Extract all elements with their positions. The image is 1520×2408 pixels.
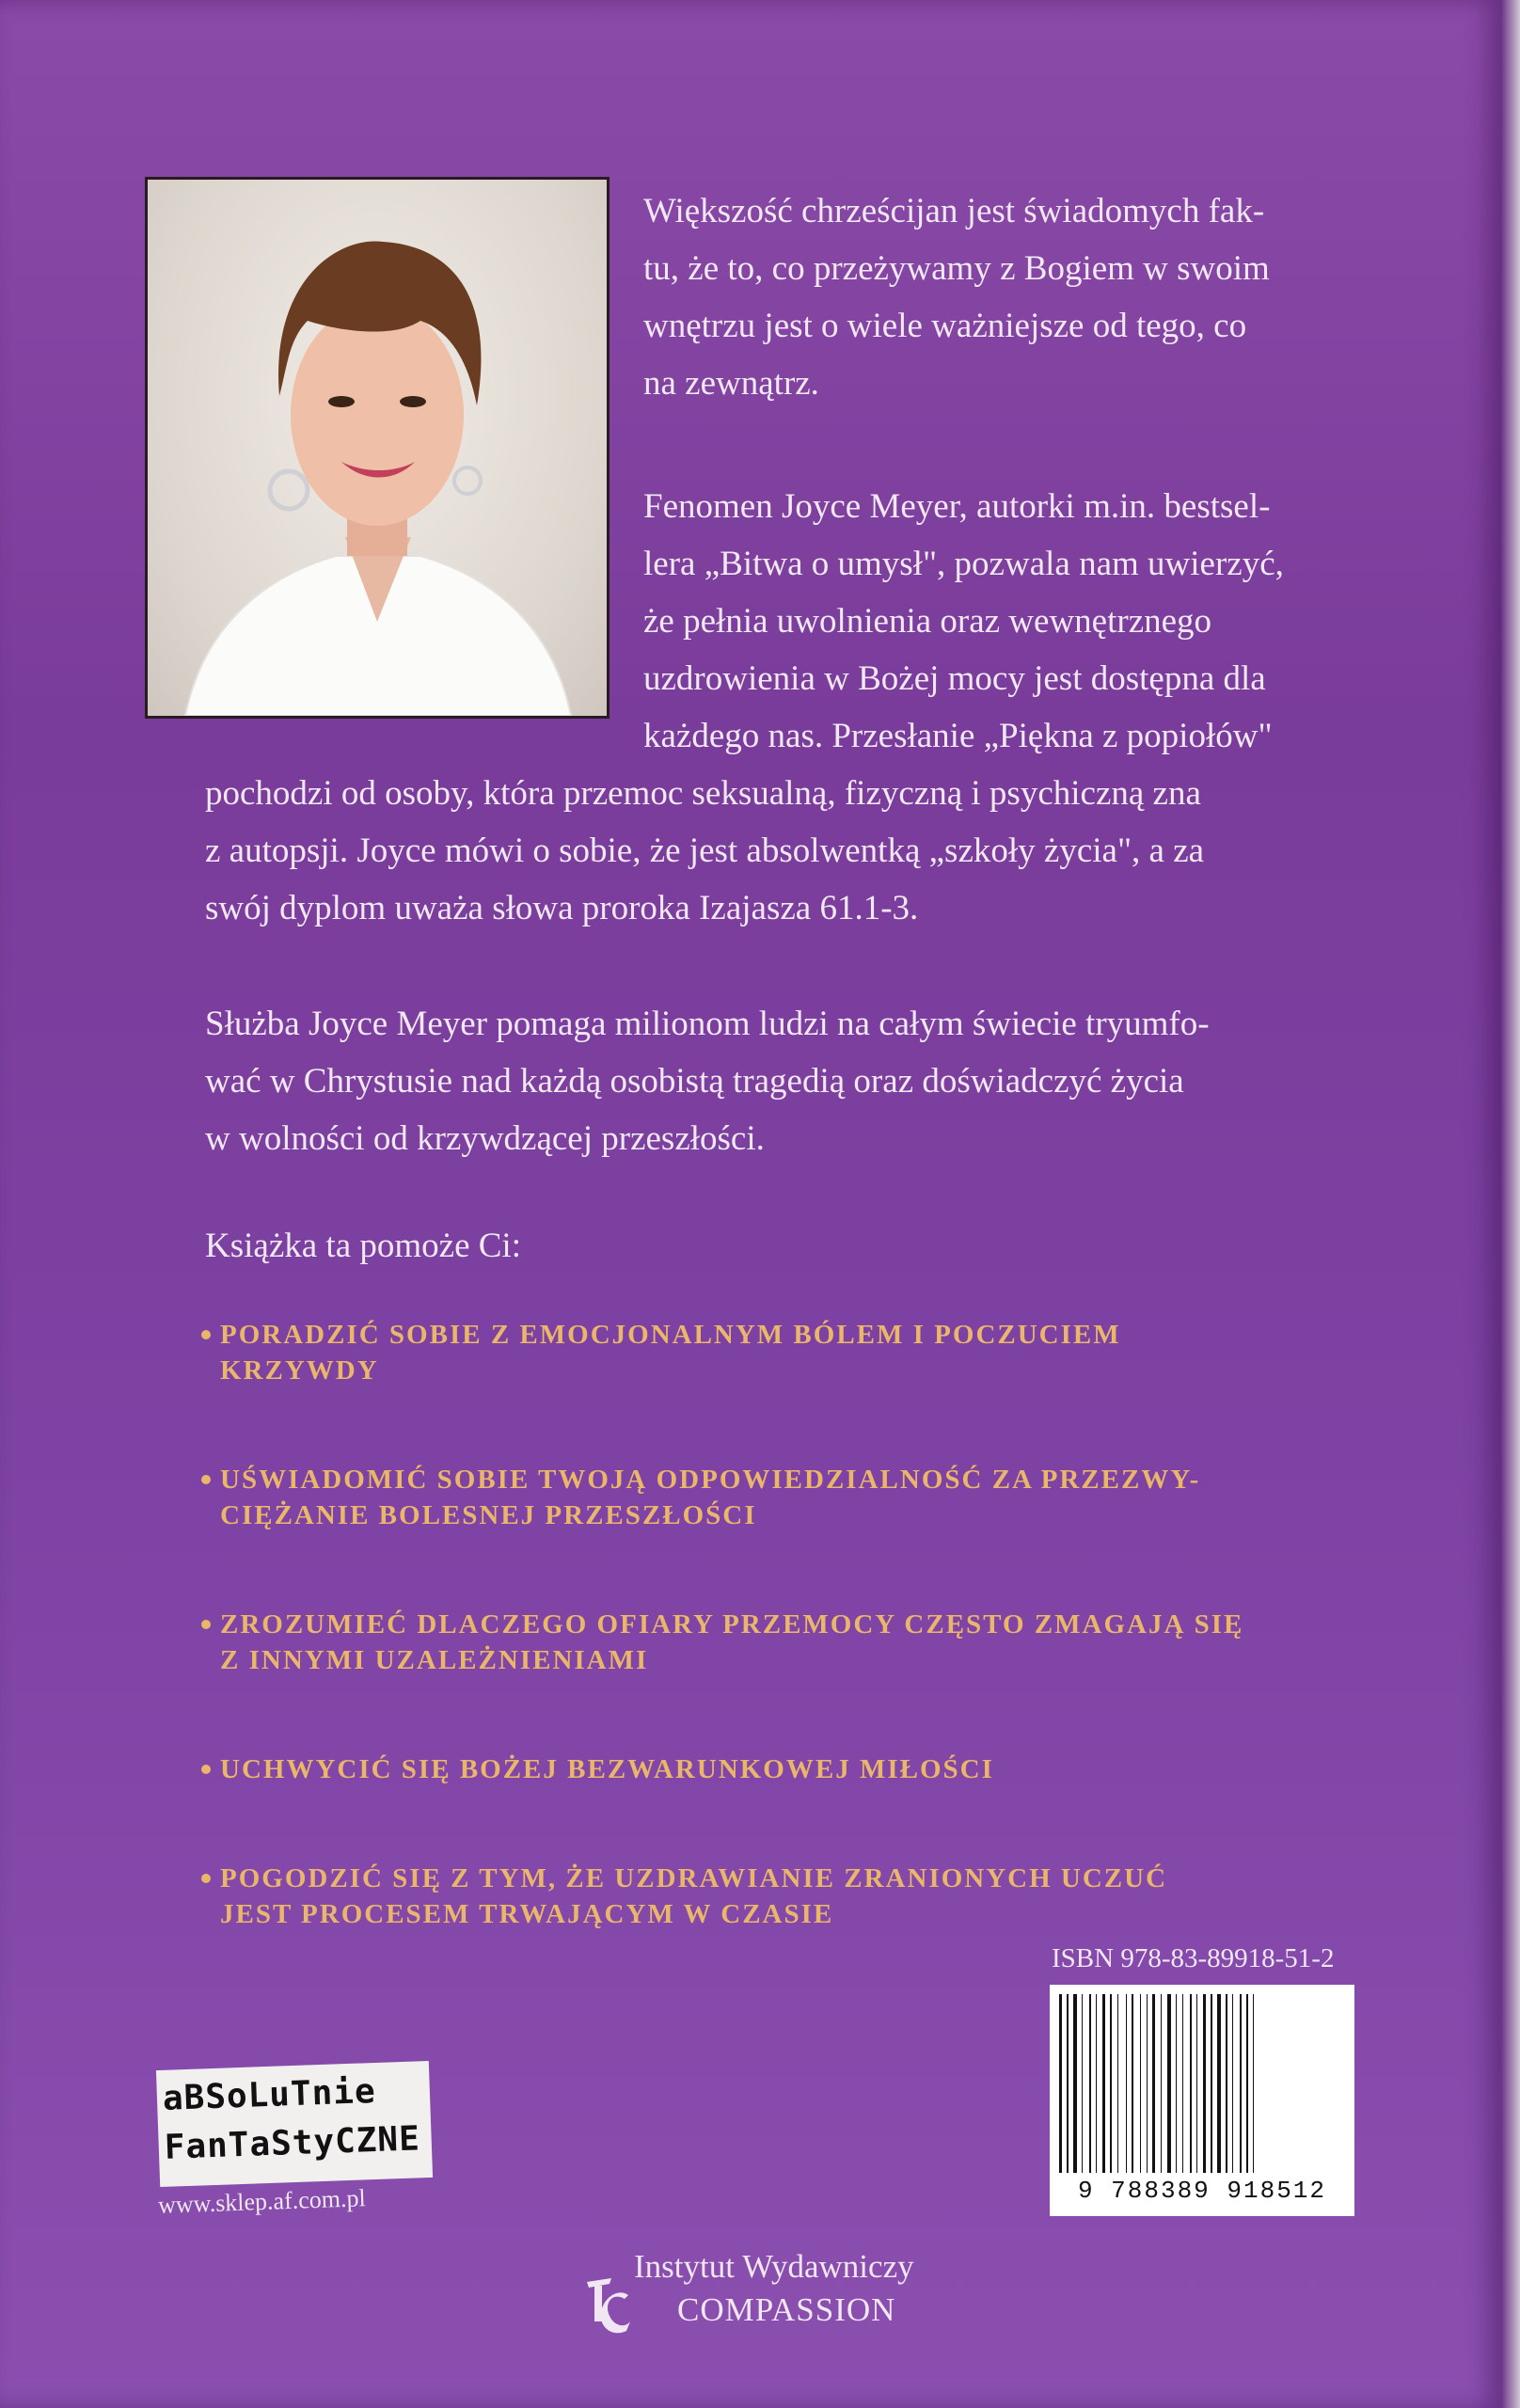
text-line: że pełnia uwolnienia oraz wewnętrznego	[643, 602, 1212, 641]
barcode-bar	[1099, 1994, 1100, 2173]
barcode-bar	[1110, 1994, 1112, 2173]
bullet-icon	[201, 1330, 211, 1339]
list-item-line: CIĘŻANIE BOLESNEJ PRZESZŁOŚCI	[220, 1500, 757, 1530]
barcode-bar	[1164, 1994, 1165, 2173]
barcode-bar	[1140, 1994, 1141, 2173]
barcode-bar	[1167, 1994, 1171, 2173]
paragraph-intro	[643, 182, 1328, 412]
text-line: swój dyplom uważa słowa proroka Izajasza 61.1-3.	[205, 889, 919, 927]
list-item-line: JEST PROCESEM TRWAJĄCYM W CZASIE	[220, 1899, 834, 1929]
text-line: Większość chrześcijan jest świadomych fak-	[643, 192, 1265, 230]
barcode	[1050, 1985, 1354, 2216]
barcode-bar	[1067, 1994, 1069, 2173]
barcode-bar	[1059, 1994, 1062, 2173]
paragraph-author	[643, 478, 1328, 765]
barcode-bar	[1246, 1994, 1248, 2173]
barcode-bar	[1256, 1994, 1259, 2173]
barcode-bar	[1152, 1994, 1155, 2173]
paragraph-author-continued	[205, 765, 1328, 937]
bullet-icon	[201, 1874, 211, 1883]
list-item	[220, 1751, 1311, 1787]
barcode-bar	[1208, 1994, 1209, 2173]
list-item-line: KRZYWDY	[220, 1355, 379, 1386]
barcode-bar	[1226, 1994, 1227, 2173]
text-line: wać w Chrystusie nad każdą osobistą tragedią oraz doświadczyć życia	[205, 1062, 1184, 1101]
logo-line: FanTaStyCZNE	[164, 2119, 421, 2167]
publisher-name: Instytut Wydawniczy	[634, 2248, 914, 2285]
paragraph-ministry	[205, 995, 1328, 1167]
logo-line: aBSoLuTnie	[162, 2071, 377, 2118]
barcode-bar	[1223, 1994, 1224, 2173]
barcode-bar	[1135, 1994, 1138, 2173]
barcode-bars	[1059, 1994, 1345, 2173]
barcode-bar	[1129, 1994, 1130, 2173]
list-item	[220, 1317, 1311, 1388]
author-portrait-illustration	[148, 180, 607, 716]
barcode-bar	[1147, 1994, 1148, 2173]
absolutnie-fantastyczne-logo	[156, 2061, 433, 2187]
list-item	[220, 1462, 1311, 1533]
barcode-bar	[1089, 1994, 1091, 2173]
barcode-bar	[1143, 1994, 1145, 2173]
barcode-bar	[1196, 1994, 1197, 2173]
barcode-bar	[1070, 1994, 1071, 2173]
bullet-icon	[201, 1620, 211, 1629]
list-intro	[205, 1217, 1328, 1275]
barcode-bar	[1229, 1994, 1230, 2173]
barcode-bar	[1173, 1994, 1174, 2173]
text-line: każdego nas. Przesłanie „Piękna z popiołów"	[643, 717, 1273, 755]
text-line: pochodzi od osoby, która przemoc seksualną, fizyczną i psychiczną zna	[205, 774, 1201, 813]
text-line: lera „Bitwa o umysł", pozwala nam uwierzyć,	[643, 545, 1284, 583]
barcode-bar	[1085, 1994, 1087, 2173]
barcode-bar	[1211, 1994, 1212, 2173]
barcode-bar	[1253, 1994, 1254, 2173]
benefits-list	[220, 1317, 1311, 2005]
list-item-line: POGODZIĆ SIĘ Z TYM, ŻE UZDRAWIANIE ZRANIONYCH UCZUĆ	[220, 1863, 1168, 1893]
author-photo	[145, 177, 610, 719]
barcode-bar	[1250, 1994, 1251, 2173]
list-item-line: Z INNYMI UZALEŻNIENIAMI	[220, 1645, 649, 1675]
barcode-bar	[1182, 1994, 1183, 2173]
barcode-bar	[1176, 1994, 1177, 2173]
text-line: w wolności od krzywdzącej przeszłości.	[205, 1119, 765, 1158]
barcode-digits: 9 788389 918512	[1077, 2177, 1327, 2205]
barcode-bar	[1232, 1994, 1233, 2173]
barcode-bar	[1093, 1994, 1094, 2173]
list-item-line: ZROZUMIEĆ DLACZEGO OFIARY PRZEMOCY CZĘSTO ZMAGAJĄ SIĘ	[220, 1609, 1244, 1640]
barcode-bar	[1149, 1994, 1150, 2173]
list-item-line: PORADZIĆ SOBIE Z EMOCJONALNYM BÓLEM I POCZUCIEM	[220, 1320, 1121, 1350]
barcode-bar	[1235, 1994, 1238, 2173]
barcode-bar	[1117, 1994, 1118, 2173]
list-item-line: UCHWYCIĆ SIĘ BOŻEJ BEZWARUNKOWEJ MIŁOŚCI	[220, 1754, 994, 1784]
list-item	[220, 1861, 1311, 1932]
barcode-bar	[1064, 1994, 1065, 2173]
barcode-bar	[1214, 1994, 1215, 2173]
isbn-label: ISBN 978-83-89918-51-2	[1052, 1943, 1335, 1973]
bullet-icon	[201, 1475, 211, 1484]
text-line: Fenomen Joyce Meyer, autorki m.in. bestsel-	[643, 487, 1271, 526]
author-portrait	[148, 180, 607, 716]
text-line: na zewnątrz.	[643, 364, 819, 403]
barcode-bar	[1190, 1994, 1192, 2173]
barcode-bar	[1132, 1994, 1133, 2173]
barcode-bar	[1203, 1994, 1206, 2173]
shop-url: www.sklep.af.com.pl	[157, 2184, 367, 2219]
barcode-bar	[1082, 1994, 1083, 2173]
barcode-bar	[1096, 1994, 1097, 2173]
barcode-bar	[1114, 1994, 1116, 2173]
barcode-bar	[1240, 1994, 1242, 2173]
barcode-bar	[1185, 1994, 1188, 2173]
barcode-bar	[1107, 1994, 1108, 2173]
barcode-bar	[1102, 1994, 1105, 2173]
text-line: uzdrowienia w Bożej mocy jest dostępna dla	[643, 659, 1266, 698]
publisher-brand: COMPASSION	[677, 2291, 896, 2328]
list-item	[220, 1607, 1311, 1678]
barcode-bar	[1157, 1994, 1159, 2173]
text-line: z autopsji. Joyce mówi o sobie, że jest absolwentką „szkoły życia", a za	[205, 832, 1205, 870]
barcode-bar	[1194, 1994, 1195, 2173]
page-edge	[1501, 0, 1520, 2408]
text-line: wnętrzu jest o wiele ważniejsze od tego, co	[643, 307, 1247, 345]
barcode-bar	[1079, 1994, 1080, 2173]
barcode-bar	[1243, 1994, 1244, 2173]
text-line: Służba Joyce Meyer pomaga milionom ludzi na całym świecie tryumfo-	[205, 1005, 1210, 1043]
list-item-line: UŚWIADOMIĆ SOBIE TWOJĄ ODPOWIEDZIALNOŚĆ ZA PRZEZWY-	[220, 1465, 1201, 1495]
barcode-bar	[1161, 1994, 1162, 2173]
text-line: tu, że to, co przeżywamy z Bogiem w swoim	[643, 249, 1270, 288]
barcode-bar	[1179, 1994, 1180, 2173]
barcode-bar	[1073, 1994, 1077, 2173]
barcode-bar	[1120, 1994, 1124, 2173]
barcode-bar	[1199, 1994, 1201, 2173]
barcode-bar	[1217, 1994, 1221, 2173]
text-line: Książka ta pomoże Ci:	[205, 1227, 521, 1265]
bullet-icon	[201, 1765, 211, 1774]
publisher-mark-icon	[583, 2273, 636, 2338]
barcode-bar	[1126, 1994, 1127, 2173]
